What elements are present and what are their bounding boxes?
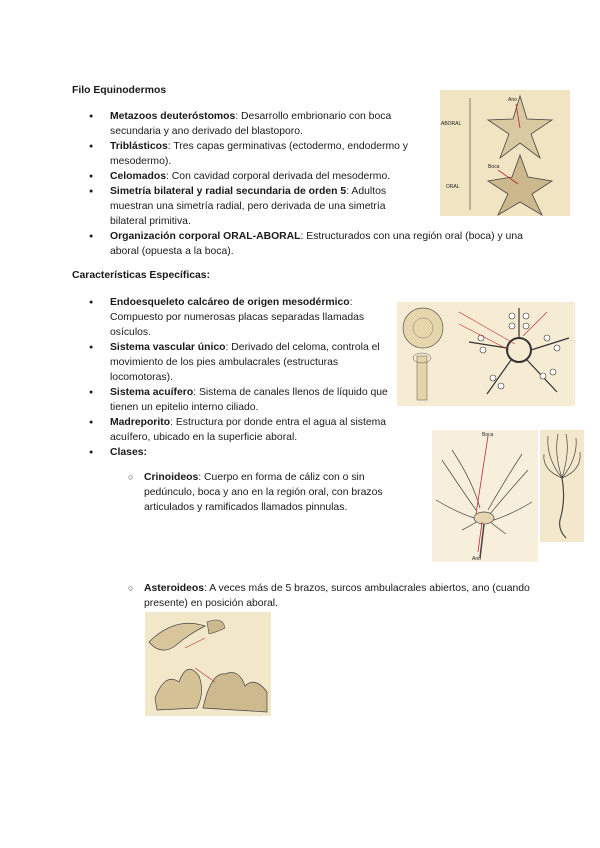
asteroid-section-figure [145, 612, 271, 716]
classes-list-asteroideos [72, 581, 532, 611]
list-item: ○ Asteroideos: A veces más de 5 brazos, surcos ambulacrales abiertos, ano (cuando presente) en posición aboral. [72, 581, 534, 611]
list-item: ● Sistema vascular único: Derivado del celoma, controla el movimiento de los pies ambulacrales (estructuras locomotoras). [72, 340, 400, 385]
intro-list [72, 109, 523, 259]
list-item: ● Metazoos deuteróstomos: Desarrollo embrionario con boca secundaria y ano derivado del blastoporo. [72, 109, 410, 139]
label-oral: ORAL [446, 184, 460, 190]
list-item: ● Madreporito: Estructura por donde entra el agua al sistema acuífero, ubicado en la superficie aboral. [72, 415, 410, 445]
label-ano: Ano [508, 97, 517, 103]
label-crinoid-ano: Ano [472, 556, 481, 562]
list-item: ● Endoesqueleto calcáreo de origen mesodérmico: Compuesto por numerosas placas separadas llamadas osículos. [72, 295, 400, 340]
list-item: ● Clases: [72, 445, 412, 460]
features-list [72, 295, 412, 460]
starfish-figure [440, 90, 570, 216]
list-item: ● Triblásticos: Tres capas germinativas (ectodermo, endodermo y mesodermo). [72, 139, 410, 169]
section-title: Características Específicas: [72, 270, 211, 281]
list-item: ● Sistema acuífero: Sistema de canales llenos de líquido que tienen un epitelio interno ciliado. [72, 385, 400, 415]
list-item: ● Celomados: Con cavidad corporal derivada del mesodermo. [72, 169, 410, 184]
vascular-system-figure [397, 302, 575, 406]
classes-list-crinoideos [72, 470, 402, 515]
label-boca: Boca [488, 164, 500, 170]
crinoid-figure [432, 430, 538, 562]
list-item: ● Organización corporal ORAL-ABORAL: Estructurados con una región oral (boca) y una aboral (opuesta a la boca). [72, 229, 530, 259]
page-title: Filo Equinodermos [72, 85, 167, 96]
list-item: ○ Crinoideos: Cuerpo en forma de cáliz con o sin pedúnculo, boca y ano en la región oral, con brazos articulados y ramificados llamados pinnulas. [72, 470, 404, 515]
stalked-crinoid-figure [540, 430, 584, 542]
label-aboral: ABORAL [441, 121, 462, 127]
label-crinoid-boca: Boca [482, 432, 494, 438]
list-item: ● Simetría bilateral y radial secundaria de orden 5: Adultos muestran una simetría radial, pero derivada de una simetría bilateral primitiva. [72, 184, 400, 229]
